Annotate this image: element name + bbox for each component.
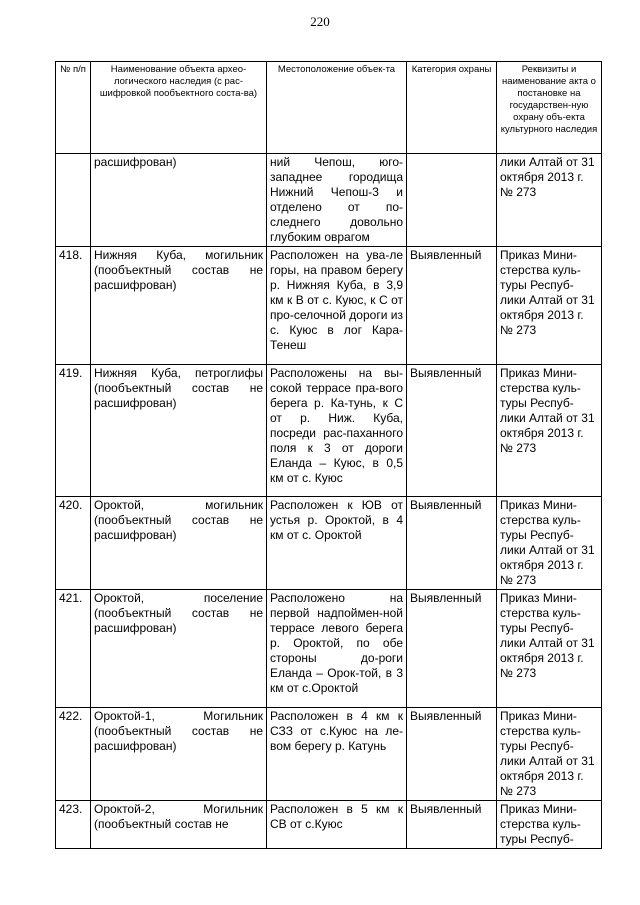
table-row xyxy=(56,590,602,708)
row-act: Приказ Мини-стерства куль-туры Респуб-лики Алтай от 31 октября 2013 г. № 273 xyxy=(497,497,602,590)
row-act: Приказ Мини-стерства куль-туры Респуб- xyxy=(497,801,602,849)
row-location: ний Чепош, юго-западнее городища Нижний Чепош-3 и отделено от по-следнего довольно глубоким оврагом xyxy=(267,154,407,247)
table-header-row xyxy=(56,62,602,154)
row-location: Расположен на ува-ле горы, на правом берегу р. Нижняя Куба, в 3,9 км к В от с. Куюс, к С от про-селочной дороги из с. Куюс в лог Кара-Тенеш xyxy=(267,247,407,365)
row-location: Расположен к ЮВ от устья р. Ороктой, в 4 км от с. Ороктой xyxy=(267,497,407,590)
row-object-name: Ороктой, поселение (пообъектный состав не расшифрован) xyxy=(91,590,267,708)
row-number: 423. xyxy=(56,801,91,849)
row-object-name: Ороктой, могильник (пообъектный состав не расшифрован) xyxy=(91,497,267,590)
row-number: 422. xyxy=(56,708,91,801)
row-object-name: Нижняя Куба, петроглифы (пообъектный состав не расшифрован) xyxy=(91,365,267,497)
row-act: Приказ Мини-стерства куль-туры Респуб-лики Алтай от 31 октября 2013 г. № 273 xyxy=(497,590,602,708)
row-act: Приказ Мини-стерства куль-туры Респуб-лики Алтай от 31 октября 2013 г. № 273 xyxy=(497,247,602,365)
header-protection-category: Категория охраны xyxy=(407,62,497,154)
row-number: 418. xyxy=(56,247,91,365)
table-row xyxy=(56,708,602,801)
table-row xyxy=(56,365,602,497)
row-object-name: Нижняя Куба, могильник (пообъектный состав не расшифрован) xyxy=(91,247,267,365)
row-object-name: Ороктой-2, Могильник (пообъектный состав не xyxy=(91,801,267,849)
row-number: 420. xyxy=(56,497,91,590)
table-row xyxy=(56,154,602,247)
row-object-name: расшифрован) xyxy=(91,154,267,247)
row-number xyxy=(56,154,91,247)
row-location: Расположен в 5 км к СВ от с.Куюс xyxy=(267,801,407,849)
heritage-registry-table xyxy=(55,61,602,849)
header-object-name: Наименование объекта архео-логического наследия (с рас-шифровкой пообъектного соста-ва) xyxy=(91,62,267,154)
header-act-details: Реквизиты и наименование акта о постановке на государствен-ную охрану объ-екта культурного наследия xyxy=(497,62,602,154)
row-act: Приказ Мини-стерства куль-туры Респуб-лики Алтай от 31 октября 2013 г. № 273 xyxy=(497,708,602,801)
row-category: Выявленный xyxy=(407,590,497,708)
header-location: Местоположение объек-та xyxy=(267,62,407,154)
row-category: Выявленный xyxy=(407,801,497,849)
table-row xyxy=(56,801,602,849)
row-location: Расположен в 4 км к СЗЗ от с.Куюс на ле-вом берегу р. Катунь xyxy=(267,708,407,801)
row-location: Расположены на вы-сокой террасе пра-вого берега р. Ка-тунь, к С от р. Ниж. Куба, посреди рас-паханного поля к 3 от дороги Еланда – Куюс, в 0,5 км от с. Куюс xyxy=(267,365,407,497)
row-act: Приказ Мини-стерства куль-туры Респуб-лики Алтай от 31 октября 2013 г. № 273 xyxy=(497,365,602,497)
table-row xyxy=(56,497,602,590)
page-number: 220 xyxy=(310,14,330,29)
row-category xyxy=(407,154,497,247)
header-number: № п/п xyxy=(56,62,91,154)
row-category: Выявленный xyxy=(407,708,497,801)
row-act: лики Алтай от 31 октября 2013 г. № 273 xyxy=(497,154,602,247)
row-object-name: Ороктой-1, Могильник (пообъектный состав не расшифрован) xyxy=(91,708,267,801)
row-location: Расположено на первой надпоймен-ной террасе левого берега р. Ороктой, по обе стороны до-роги Еланда – Орок-той, в 3 км от с.Ороктой xyxy=(267,590,407,708)
row-category: Выявленный xyxy=(407,365,497,497)
row-category: Выявленный xyxy=(407,497,497,590)
row-number: 421. xyxy=(56,590,91,708)
table-row xyxy=(56,247,602,365)
row-category: Выявленный xyxy=(407,247,497,365)
row-number: 419. xyxy=(56,365,91,497)
